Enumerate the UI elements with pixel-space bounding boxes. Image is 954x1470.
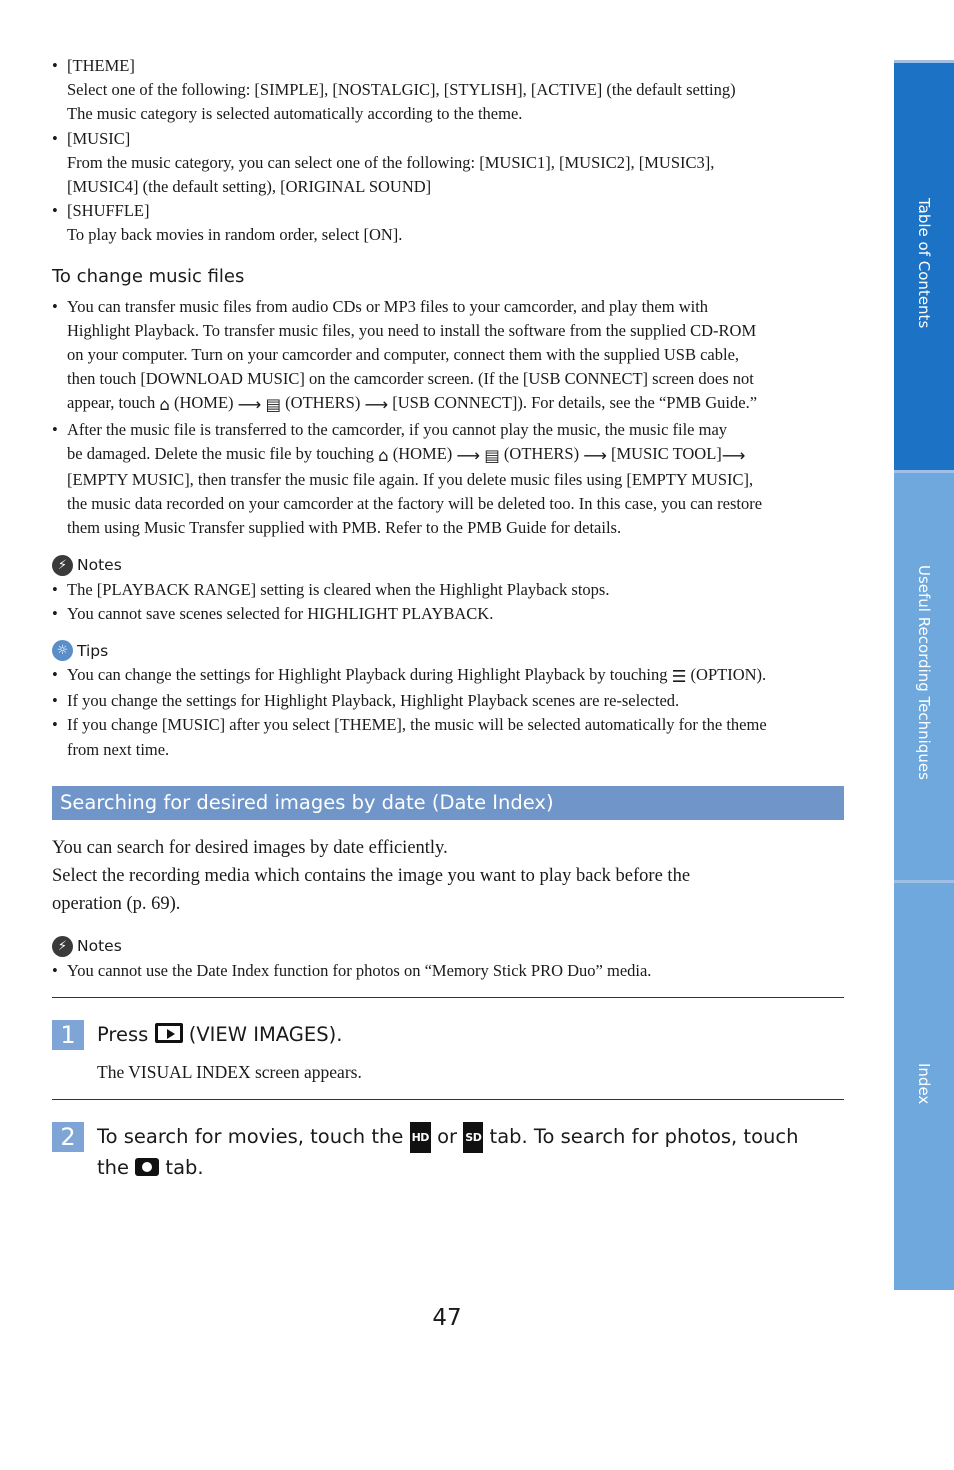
notes-heading xyxy=(52,936,844,957)
item-line xyxy=(67,391,844,417)
divider xyxy=(52,997,844,998)
sd-tab-icon: SD xyxy=(463,1122,483,1153)
list-item xyxy=(52,418,844,541)
item-text: (HOME) xyxy=(173,393,234,413)
item-line: from next time. xyxy=(67,739,170,759)
item-text: (OTHERS) xyxy=(503,443,580,463)
step-text-part: or xyxy=(437,1125,458,1149)
option-icon: ☰ xyxy=(671,667,687,687)
notes-label: Notes xyxy=(77,556,122,575)
tips-label: Tips xyxy=(77,641,109,660)
lightbulb-icon: ☼ xyxy=(52,640,73,661)
home-icon: ⌂ xyxy=(378,445,389,465)
tab-useful-recording-techniques[interactable] xyxy=(894,470,954,880)
step-number: 1 xyxy=(52,1020,84,1050)
step-2 xyxy=(52,1122,844,1182)
step-1 xyxy=(52,1020,844,1083)
item-line xyxy=(67,442,844,468)
section-title: Searching for desired images by date (Date Index) xyxy=(52,786,844,820)
item-text: appear, touch xyxy=(67,393,156,413)
list-item: • You cannot use the Date Index function for photos on “Memory Stick PRO Duo” media. xyxy=(52,959,844,983)
item-line: on your computer. Turn on your camcorder and computer, connect them with the supplied USB cable, xyxy=(67,345,740,365)
tab-label: Useful Recording Techniques xyxy=(915,565,933,780)
step-text-part: (VIEW IMAGES). xyxy=(188,1023,343,1047)
change-music-list xyxy=(52,295,844,541)
item-line: [MUSIC4] (the default setting), [ORIGINAL SOUND] xyxy=(67,177,432,197)
settings-list xyxy=(52,54,844,248)
page-number: 47 xyxy=(432,1305,462,1331)
list-item: • If you change the settings for Highlight Playback, Highlight Playback scenes are re-selected. xyxy=(52,689,844,713)
notes-icon: ⚡ xyxy=(52,555,73,576)
step-text-part: tab. xyxy=(165,1156,204,1180)
list-item xyxy=(52,663,844,689)
item-text: [USB CONNECT]). For details, see the “PMB Guide.” xyxy=(392,393,758,413)
change-music-heading: To change music files xyxy=(52,265,245,287)
intro-line: operation (p. 69). xyxy=(52,893,181,914)
item-line: [EMPTY MUSIC], then transfer the music file again. If you delete music files using [EMPTY MUSIC], xyxy=(67,470,754,490)
intro-line: Select the recording media which contains the image you want to play back before the xyxy=(52,865,691,886)
step-text-part: To search for movies, touch the xyxy=(97,1125,404,1149)
step-text xyxy=(97,1020,342,1049)
step-text-part: Press xyxy=(97,1023,149,1047)
item-text: be damaged. Delete the music file by touching xyxy=(67,443,374,463)
item-line: • After the music file is transferred to the camcorder, if you cannot play the music, the music file may xyxy=(67,419,728,439)
item-line: then touch [DOWNLOAD MUSIC] on the camcorder screen. (If the [USB CONNECT] screen does not xyxy=(67,369,754,389)
section-intro xyxy=(52,834,844,918)
list-item: • You cannot save scenes selected for HIGHLIGHT PLAYBACK. xyxy=(52,602,844,626)
item-head: • [MUSIC] xyxy=(67,128,131,148)
notes-label: Notes xyxy=(77,937,122,956)
arrow-right-icon: ⟶ xyxy=(364,395,389,415)
item-line: From the music category, you can select one of the following: [MUSIC1], [MUSIC2], [MUSIC3], xyxy=(67,152,715,172)
item-line: The music category is selected automatically according to the theme. xyxy=(67,104,523,124)
tab-table-of-contents[interactable] xyxy=(894,60,954,470)
item-text: You can change the settings for Highlight Playback during Highlight Playback by touching xyxy=(67,665,668,685)
tips-heading xyxy=(52,640,844,661)
arrow-right-icon: ⟶ xyxy=(583,445,607,465)
item-text: (OPTION). xyxy=(690,665,767,685)
item-text: (HOME) xyxy=(392,443,453,463)
item-line: the music data recorded on your camcorder at the factory will be deleted too. In this case, you can restore xyxy=(67,494,763,514)
camera-icon xyxy=(135,1158,159,1176)
item-line: Select one of the following: [SIMPLE], [NOSTALGIC], [STYLISH], [ACTIVE] (the default setting) xyxy=(67,80,736,100)
step-text-part: tab. To search for photos, touch xyxy=(489,1125,799,1149)
tab-label: Table of Contents xyxy=(915,198,933,329)
hd-tab-icon: HD xyxy=(410,1122,431,1153)
step-text xyxy=(97,1122,798,1182)
item-line: • If you change [MUSIC] after you select [THEME], the music will be selected automatically for the theme xyxy=(67,715,767,735)
list-item: • The [PLAYBACK RANGE] setting is cleared when the Highlight Playback stops. xyxy=(52,578,844,602)
arrow-right-icon: ⟶ xyxy=(456,445,481,465)
arrow-right-icon: ⟶ xyxy=(237,395,262,415)
item-line: • You can transfer music files from audio CDs or MP3 files to your camcorder, and play them with xyxy=(67,296,709,316)
notes-list xyxy=(52,578,844,626)
view-images-icon xyxy=(155,1023,183,1043)
list-item xyxy=(52,127,844,200)
item-head: • [THEME] xyxy=(67,56,135,75)
tips-list xyxy=(52,663,844,762)
notes-heading xyxy=(52,555,844,576)
notes-icon: ⚡ xyxy=(52,936,73,957)
arrow-right-icon: ⟶ xyxy=(721,445,746,465)
step-number: 2 xyxy=(52,1122,84,1152)
home-icon: ⌂ xyxy=(159,395,170,415)
tab-label: Index xyxy=(915,1063,933,1105)
tab-index[interactable] xyxy=(894,880,954,1290)
list-item xyxy=(52,713,844,761)
divider xyxy=(52,1099,844,1100)
others-icon: ▤ xyxy=(484,445,500,465)
list-item xyxy=(52,54,844,127)
item-line: them using Music Transfer supplied with PMB. Refer to the PMB Guide for details. xyxy=(67,518,622,538)
page-content xyxy=(52,54,844,1182)
item-text: [MUSIC TOOL] xyxy=(611,443,722,463)
item-line: Highlight Playback. To transfer music files, you need to install the software from the supplied CD-ROM xyxy=(67,320,757,340)
intro-line: You can search for desired images by date efficiently. xyxy=(52,837,448,858)
step-description: The VISUAL INDEX screen appears. xyxy=(97,1062,362,1083)
item-line: To play back movies in random order, select [ON]. xyxy=(67,225,403,245)
others-icon: ▤ xyxy=(265,395,282,415)
item-head: • [SHUFFLE] xyxy=(67,201,150,221)
list-item xyxy=(52,295,844,418)
notes-list xyxy=(52,959,844,983)
step-text-part: the xyxy=(97,1156,130,1180)
item-text: (OTHERS) xyxy=(285,393,361,413)
list-item xyxy=(52,199,844,247)
